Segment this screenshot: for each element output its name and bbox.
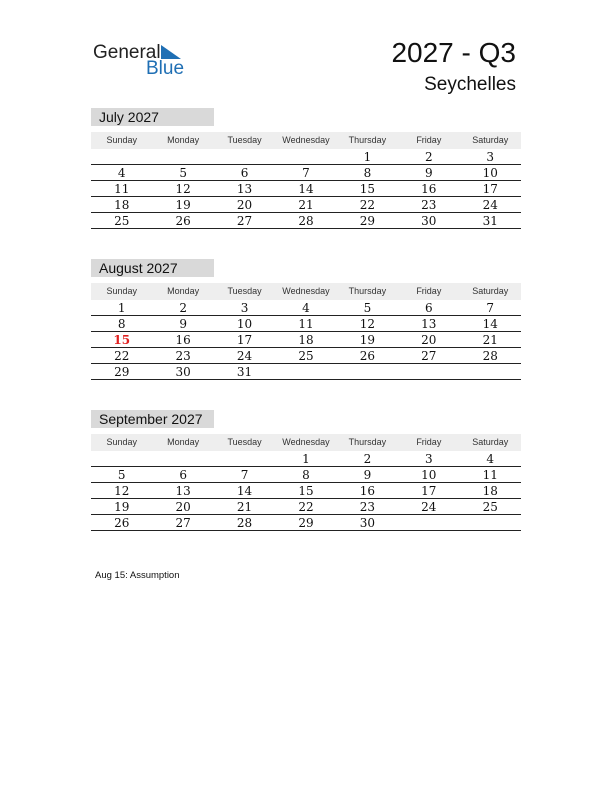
week-row — [91, 149, 521, 165]
day-cell: 14 — [298, 182, 314, 196]
day-cell: 27 — [236, 214, 253, 228]
day-cell: 2 — [425, 150, 433, 164]
day-cell: 7 — [486, 301, 495, 315]
day-cell: 25 — [298, 349, 314, 363]
weekday-label: Thursday — [348, 437, 387, 447]
day-cell: 3 — [486, 150, 495, 164]
weekday-label: Saturday — [472, 135, 509, 145]
month-calendar — [91, 108, 521, 229]
day-cell: 31 — [236, 365, 253, 379]
day-cell: 22 — [298, 500, 314, 514]
day-cell: 12 — [175, 182, 191, 196]
day-cell: 17 — [421, 484, 437, 498]
day-cell: 11 — [482, 468, 498, 482]
week-row — [91, 499, 521, 515]
week-row — [91, 332, 521, 348]
holiday-day-cell: 15 — [113, 333, 131, 347]
weekday-label: Tuesday — [227, 437, 262, 447]
day-cell — [152, 451, 213, 466]
day-cell: 6 — [179, 468, 187, 482]
month-title: August 2027 — [91, 259, 214, 277]
day-cell: 1 — [363, 150, 372, 164]
day-cell: 14 — [236, 484, 253, 498]
week-row — [91, 364, 521, 380]
day-cell: 26 — [175, 214, 191, 228]
day-cell: 14 — [482, 317, 498, 331]
week-row — [91, 181, 521, 197]
day-cell: 29 — [114, 365, 130, 379]
day-cell: 6 — [240, 166, 249, 180]
day-cell: 30 — [421, 214, 437, 228]
day-cell — [337, 364, 398, 379]
day-cell: 18 — [298, 333, 314, 347]
logo-general-text: General — [93, 42, 161, 63]
day-cell: 15 — [298, 484, 314, 498]
day-cell: 22 — [359, 198, 376, 212]
weekday-label: Saturday — [472, 437, 509, 447]
weekday-label: Sunday — [106, 437, 137, 447]
day-cell: 19 — [175, 198, 191, 212]
weekday-label: Thursday — [348, 135, 387, 145]
weekday-label: Wednesday — [282, 286, 330, 296]
day-cell: 10 — [421, 468, 437, 482]
day-cell: 31 — [482, 214, 498, 228]
day-cell: 3 — [425, 452, 433, 466]
day-cell: 4 — [486, 452, 495, 466]
country-title: Seychelles — [424, 74, 516, 95]
day-cell: 21 — [298, 198, 314, 212]
month-calendar — [91, 410, 521, 531]
day-cell: 29 — [359, 214, 376, 228]
day-cell: 9 — [425, 166, 433, 180]
day-cell: 27 — [175, 516, 191, 530]
weekday-label: Monday — [167, 437, 200, 447]
weekday-label: Wednesday — [282, 135, 330, 145]
day-cell: 13 — [421, 317, 437, 331]
day-cell: 26 — [359, 349, 376, 363]
day-cell: 30 — [175, 365, 191, 379]
week-row — [91, 451, 521, 467]
week-row — [91, 165, 521, 181]
weekday-label: Friday — [416, 437, 442, 447]
day-cell: 28 — [482, 349, 498, 363]
day-cell — [214, 149, 275, 164]
day-cell — [214, 451, 275, 466]
day-cell: 4 — [117, 166, 126, 180]
day-cell: 2 — [363, 452, 372, 466]
weekday-header-row — [91, 434, 521, 451]
weekday-label: Sunday — [106, 135, 137, 145]
logo-blue-text: Blue — [146, 58, 185, 79]
day-cell: 25 — [482, 500, 498, 514]
day-cell: 16 — [359, 484, 376, 498]
day-cell: 16 — [175, 333, 191, 347]
week-row — [91, 348, 521, 364]
week-row — [91, 467, 521, 483]
day-cell: 8 — [363, 166, 372, 180]
day-cell: 20 — [236, 198, 253, 212]
day-cell: 9 — [363, 468, 372, 482]
day-cell: 17 — [482, 182, 498, 196]
weekday-label: Tuesday — [227, 286, 262, 296]
day-cell: 8 — [302, 468, 310, 482]
day-cell — [91, 451, 152, 466]
day-cell: 23 — [175, 349, 191, 363]
day-cell: 8 — [117, 317, 126, 331]
day-cell: 21 — [236, 500, 253, 514]
weekday-header-row — [91, 283, 521, 300]
weekday-label: Tuesday — [227, 135, 262, 145]
weekday-label: Friday — [416, 135, 442, 145]
day-cell: 5 — [179, 166, 187, 180]
day-cell: 30 — [359, 516, 376, 530]
day-cell: 3 — [240, 301, 249, 315]
day-cell: 5 — [363, 301, 372, 315]
day-cell: 10 — [482, 166, 498, 180]
week-row — [91, 300, 521, 316]
day-cell: 29 — [298, 516, 314, 530]
quarter-title: 2027 - Q3 — [391, 37, 516, 68]
day-cell: 18 — [114, 198, 130, 212]
weekday-label: Sunday — [106, 286, 137, 296]
day-cell: 24 — [421, 500, 437, 514]
day-cell — [398, 515, 459, 530]
weekday-label: Saturday — [472, 286, 509, 296]
day-cell — [460, 364, 521, 379]
day-cell — [152, 149, 213, 164]
holiday-note: Aug 15: Assumption — [95, 570, 180, 581]
day-cell — [398, 364, 459, 379]
day-cell — [460, 515, 521, 530]
day-cell — [275, 149, 336, 164]
week-row — [91, 213, 521, 229]
day-cell: 27 — [421, 349, 437, 363]
day-cell — [91, 149, 152, 164]
day-cell: 5 — [117, 468, 126, 482]
day-cell: 12 — [114, 484, 130, 498]
day-cell: 2 — [179, 301, 187, 315]
day-cell: 13 — [175, 484, 191, 498]
logo — [93, 42, 193, 78]
day-cell: 6 — [425, 301, 433, 315]
day-cell: 20 — [175, 500, 191, 514]
weekday-label: Thursday — [348, 286, 387, 296]
day-cell: 1 — [117, 301, 126, 315]
day-cell — [275, 364, 336, 379]
day-cell: 11 — [298, 317, 314, 331]
logo-triangle-icon — [161, 45, 181, 59]
day-cell: 11 — [114, 182, 130, 196]
day-cell: 12 — [359, 317, 376, 331]
day-cell: 20 — [421, 333, 437, 347]
day-cell: 16 — [421, 182, 437, 196]
day-cell: 24 — [482, 198, 498, 212]
day-cell: 26 — [114, 516, 130, 530]
month-title: July 2027 — [91, 108, 214, 126]
weekday-label: Monday — [167, 135, 200, 145]
day-cell: 28 — [298, 214, 314, 228]
day-cell: 28 — [236, 516, 253, 530]
day-cell: 19 — [114, 500, 130, 514]
weekday-label: Wednesday — [282, 437, 330, 447]
week-row — [91, 515, 521, 531]
week-row — [91, 197, 521, 213]
day-cell: 1 — [302, 452, 310, 466]
day-cell: 24 — [236, 349, 253, 363]
day-cell: 7 — [240, 468, 249, 482]
week-row — [91, 316, 521, 332]
day-cell: 18 — [482, 484, 498, 498]
day-cell: 17 — [236, 333, 253, 347]
day-cell: 25 — [114, 214, 130, 228]
day-cell: 10 — [236, 317, 253, 331]
day-cell: 4 — [302, 301, 310, 315]
day-cell: 7 — [302, 166, 310, 180]
day-cell: 23 — [359, 500, 376, 514]
day-cell: 13 — [236, 182, 253, 196]
day-cell: 15 — [359, 182, 376, 196]
day-cell: 22 — [114, 349, 130, 363]
day-cell: 23 — [421, 198, 437, 212]
weekday-label: Friday — [416, 286, 442, 296]
month-title: September 2027 — [91, 410, 214, 428]
day-cell: 21 — [482, 333, 498, 347]
month-calendar — [91, 259, 521, 380]
day-cell: 19 — [359, 333, 376, 347]
weekday-header-row — [91, 132, 521, 149]
day-cell: 9 — [179, 317, 187, 331]
weekday-label: Monday — [167, 286, 200, 296]
week-row — [91, 483, 521, 499]
